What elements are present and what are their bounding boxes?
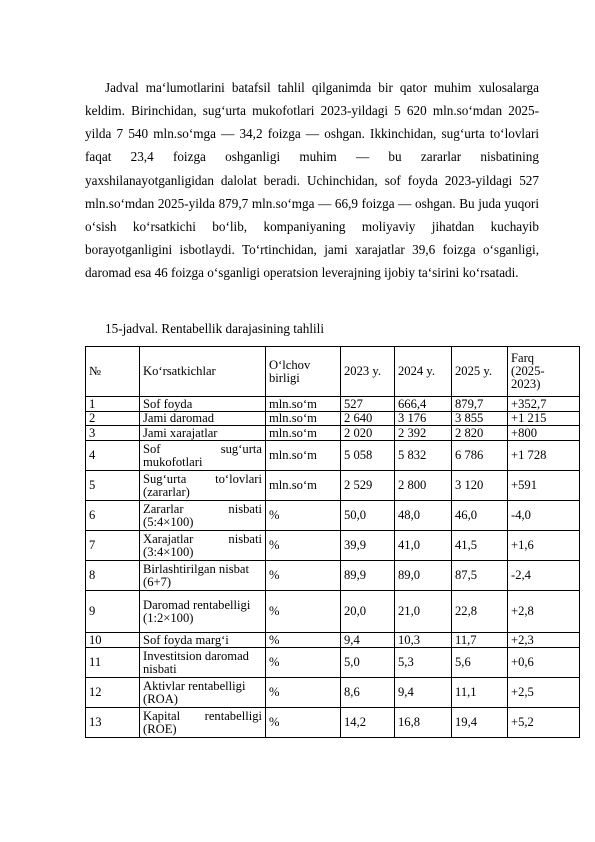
cell-value-2025: 3 120: [452, 471, 508, 501]
table-row: [86, 426, 580, 441]
cell-number: 1: [86, 397, 140, 412]
cell-value-2023: 527: [341, 397, 395, 412]
cell-value-2024: 48,0: [395, 501, 452, 531]
table-row: [86, 501, 580, 531]
cell-difference: +591: [508, 471, 580, 501]
cell-value-2024: 10,3: [395, 633, 452, 648]
cell-number: 3: [86, 426, 140, 441]
cell-unit: mln.so‘m: [266, 397, 341, 412]
cell-indicator: Xarajatlar nisbati (3:4×100): [140, 531, 266, 561]
cell-number: 5: [86, 471, 140, 501]
cell-value-2023: 39,9: [341, 531, 395, 561]
cell-value-2023: 89,9: [341, 561, 395, 591]
cell-number: 11: [86, 648, 140, 678]
table-row: [86, 397, 580, 412]
cell-value-2023: 20,0: [341, 591, 395, 633]
cell-value-2024: 9,4: [395, 678, 452, 708]
cell-number: 7: [86, 531, 140, 561]
table-row: [86, 678, 580, 708]
header-2023: 2023 y.: [341, 347, 395, 397]
table-row: [86, 531, 580, 561]
cell-indicator: Sug‘urta to‘lovlari (zararlar): [140, 471, 266, 501]
cell-value-2024: 2 392: [395, 426, 452, 441]
cell-difference: +1 728: [508, 441, 580, 471]
cell-value-2023: 2 640: [341, 412, 395, 426]
cell-difference: -2,4: [508, 561, 580, 591]
cell-unit: %: [266, 648, 341, 678]
cell-value-2025: 19,4: [452, 708, 508, 738]
header-2024: 2024 y.: [395, 347, 452, 397]
cell-value-2025: 11,7: [452, 633, 508, 648]
cell-value-2025: 3 855: [452, 412, 508, 426]
header-number: №: [86, 347, 140, 397]
cell-value-2024: 666,4: [395, 397, 452, 412]
cell-unit: %: [266, 591, 341, 633]
cell-value-2025: 22,8: [452, 591, 508, 633]
cell-value-2023: 2 529: [341, 471, 395, 501]
cell-indicator: Sof foyda marg‘i: [140, 633, 266, 648]
cell-value-2023: 8,6: [341, 678, 395, 708]
cell-indicator: Jami xarajatlar: [140, 426, 266, 441]
cell-value-2023: 14,2: [341, 708, 395, 738]
cell-value-2023: 5,0: [341, 648, 395, 678]
cell-difference: +0,6: [508, 648, 580, 678]
cell-value-2025: 11,1: [452, 678, 508, 708]
cell-value-2025: 2 820: [452, 426, 508, 441]
cell-value-2023: 2 020: [341, 426, 395, 441]
cell-difference: +1 215: [508, 412, 580, 426]
cell-indicator: Investitsion daromad nisbati: [140, 648, 266, 678]
header-unit: O‘lchov birligi: [266, 347, 341, 397]
table-header-row: [86, 347, 580, 397]
cell-number: 13: [86, 708, 140, 738]
cell-value-2023: 5 058: [341, 441, 395, 471]
cell-difference: +1,6: [508, 531, 580, 561]
cell-value-2023: 9,4: [341, 633, 395, 648]
cell-indicator: Kapital rentabelligi (ROE): [140, 708, 266, 738]
cell-unit: %: [266, 678, 341, 708]
cell-difference: +800: [508, 426, 580, 441]
cell-value-2025: 879,7: [452, 397, 508, 412]
cell-value-2024: 5,3: [395, 648, 452, 678]
cell-unit: %: [266, 708, 341, 738]
table-row: [86, 591, 580, 633]
table-caption: 15-jadval. Rentabellik darajasining tahlili: [105, 321, 324, 336]
table-body: [86, 347, 580, 738]
table-row: [86, 708, 580, 738]
cell-number: 2: [86, 412, 140, 426]
cell-number: 8: [86, 561, 140, 591]
header-indicators: Ko‘rsatkichlar: [140, 347, 266, 397]
cell-unit: %: [266, 633, 341, 648]
header-2025: 2025 y.: [452, 347, 508, 397]
cell-unit: mln.so‘m: [266, 471, 341, 501]
cell-value-2024: 2 800: [395, 471, 452, 501]
cell-difference: +352,7: [508, 397, 580, 412]
table-row: [86, 561, 580, 591]
cell-indicator: Birlashtirilgan nisbat (6+7): [140, 561, 266, 591]
cell-difference: +2,3: [508, 633, 580, 648]
cell-difference: +5,2: [508, 708, 580, 738]
cell-value-2024: 41,0: [395, 531, 452, 561]
cell-indicator: Sof sug‘urta mukofotlari: [140, 441, 266, 471]
cell-unit: %: [266, 531, 341, 561]
cell-indicator: Jami daromad: [140, 412, 266, 426]
cell-value-2024: 5 832: [395, 441, 452, 471]
cell-value-2025: 5,6: [452, 648, 508, 678]
cell-indicator: Aktivlar rentabelligi (ROA): [140, 678, 266, 708]
cell-number: 6: [86, 501, 140, 531]
cell-unit: mln.so‘m: [266, 426, 341, 441]
cell-number: 9: [86, 591, 140, 633]
cell-indicator: Zararlar nisbati (5:4×100): [140, 501, 266, 531]
cell-unit: %: [266, 561, 341, 591]
cell-value-2024: 3 176: [395, 412, 452, 426]
cell-value-2025: 41,5: [452, 531, 508, 561]
cell-indicator: Daromad rentabelligi (1:2×100): [140, 591, 266, 633]
cell-unit: mln.so‘m: [266, 441, 341, 471]
cell-value-2024: 21,0: [395, 591, 452, 633]
profitability-table: [85, 346, 580, 738]
body-paragraph: Jadval ma‘lumotlarini batafsil tahlil qilganimda bir qator muhim xulosalarga keldim. Birinchidan, sug‘urta mukofotlari 2023-yildagi 5 620 mln.so‘mdan 2025-yilda 7 540 mln.so‘mga — 34,2 foizga — oshgan. Ikkinchidan, sug‘urta to‘lovlari faqat 23,4 foizga oshganligi muhim — bu zararlar nisbatining yaxshilanayotganligidan dalolat beradi. Uchinchidan, sof foyda 2023-yildagi 527 mln.so‘mdan 2025-yilda 879,7 mln.so‘mga — 66,9 foizga — oshgan. Bu juda yuqori o‘sish ko‘rsatkichi bo‘lib, kompaniyaning moliyaviy jihatdan kuchayib borayotganligini isbotlaydi. To‘rtinchidan, jami xarajatlar 39,6 foizga o‘sganligi, daromad esa 46 foizga o‘sganligi operatsion leverajning ijobiy ta‘sirini ko‘rsatadi.: [85, 80, 539, 281]
table-row: [86, 471, 580, 501]
cell-difference: +2,5: [508, 678, 580, 708]
table-row: [86, 648, 580, 678]
header-difference: Farq (2025-2023): [508, 347, 580, 397]
cell-unit: %: [266, 501, 341, 531]
cell-number: 12: [86, 678, 140, 708]
cell-value-2025: 6 786: [452, 441, 508, 471]
table-row: [86, 633, 580, 648]
cell-value-2024: 16,8: [395, 708, 452, 738]
cell-number: 10: [86, 633, 140, 648]
cell-number: 4: [86, 441, 140, 471]
cell-difference: -4,0: [508, 501, 580, 531]
cell-unit: mln.so‘m: [266, 412, 341, 426]
table-row: [86, 441, 580, 471]
table-row: [86, 412, 580, 426]
cell-value-2025: 46,0: [452, 501, 508, 531]
cell-difference: +2,8: [508, 591, 580, 633]
cell-value-2023: 50,0: [341, 501, 395, 531]
cell-indicator: Sof foyda: [140, 397, 266, 412]
cell-value-2024: 89,0: [395, 561, 452, 591]
cell-value-2025: 87,5: [452, 561, 508, 591]
